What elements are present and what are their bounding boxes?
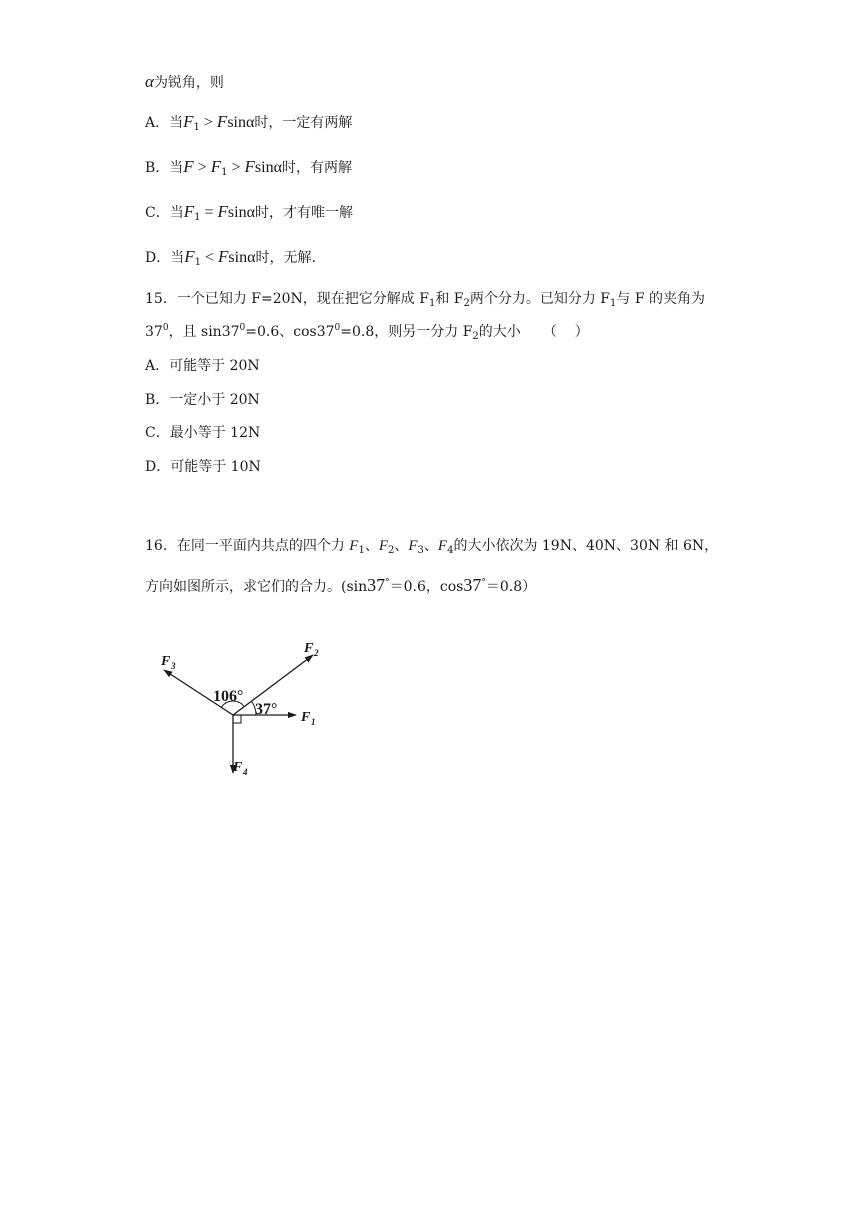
answer-paren-close: ） bbox=[574, 324, 589, 340]
q16-stem-line1: 16．在同一平面内共点的四个力 $F_1$、$F_2$、$F_3$、$F_4$的大小依次为 19N、40N、30N 和 6N， bbox=[145, 538, 719, 556]
q15-stem-line1: 15．一个已知力 F=20N，现在把它分解成 $F_1$和 $F_2$两个分力。已知分力 $F_1$与 F 的夹角为 bbox=[145, 291, 706, 309]
f1-label: F bbox=[301, 710, 311, 725]
q14-intro bbox=[145, 72, 224, 92]
svg-text:2: 2 bbox=[314, 648, 319, 658]
svg-text:3: 3 bbox=[171, 661, 176, 671]
q15-option-d: D．可能等于 10N bbox=[145, 459, 261, 475]
f4-label: F bbox=[233, 760, 243, 775]
q14-option-c: C．当$F_1 = Fsin\alpha$时，才有唯一解 bbox=[145, 202, 353, 223]
alpha-symbol: α bbox=[145, 72, 154, 91]
q16-stem-line2: 方向如图所示，求它们的合力。(sin37°＝0.6，cos37°＝0.8） bbox=[145, 575, 537, 595]
q15-stem-line2: $37^0$，且 $\sin 37^0=0.6$、$\cos 37^0=0.8$，则另一分力 $F_2$的大小 （ ） bbox=[145, 323, 589, 342]
q14-intro-text: 为锐角，则 bbox=[153, 75, 224, 91]
svg-text:1: 1 bbox=[311, 717, 316, 727]
angle-label-37: 37° bbox=[255, 701, 278, 718]
f3-label: F bbox=[161, 654, 171, 669]
force-diagram bbox=[150, 630, 350, 790]
q15-option-c: C．最小等于 12N bbox=[145, 425, 261, 441]
q15-option-a: A．可能等于 20N bbox=[145, 358, 260, 374]
angle-label-106: 106° bbox=[213, 688, 244, 705]
svg-text:4: 4 bbox=[243, 767, 248, 777]
q14-option-a: A．当$F_1 > Fsin\alpha$时，一定有两解 bbox=[145, 112, 353, 133]
f2-label: F bbox=[304, 641, 314, 656]
q15-option-b: B．一定小于 20N bbox=[145, 392, 260, 408]
q14-option-d: D．当$F_1 < Fsin\alpha$时，无解. bbox=[145, 247, 316, 268]
answer-paren-open: （ bbox=[542, 324, 557, 340]
q14-option-b: B．当$F > F_1 > Fsin\alpha$时，有两解 bbox=[145, 157, 352, 178]
right-angle-marker bbox=[233, 715, 241, 723]
